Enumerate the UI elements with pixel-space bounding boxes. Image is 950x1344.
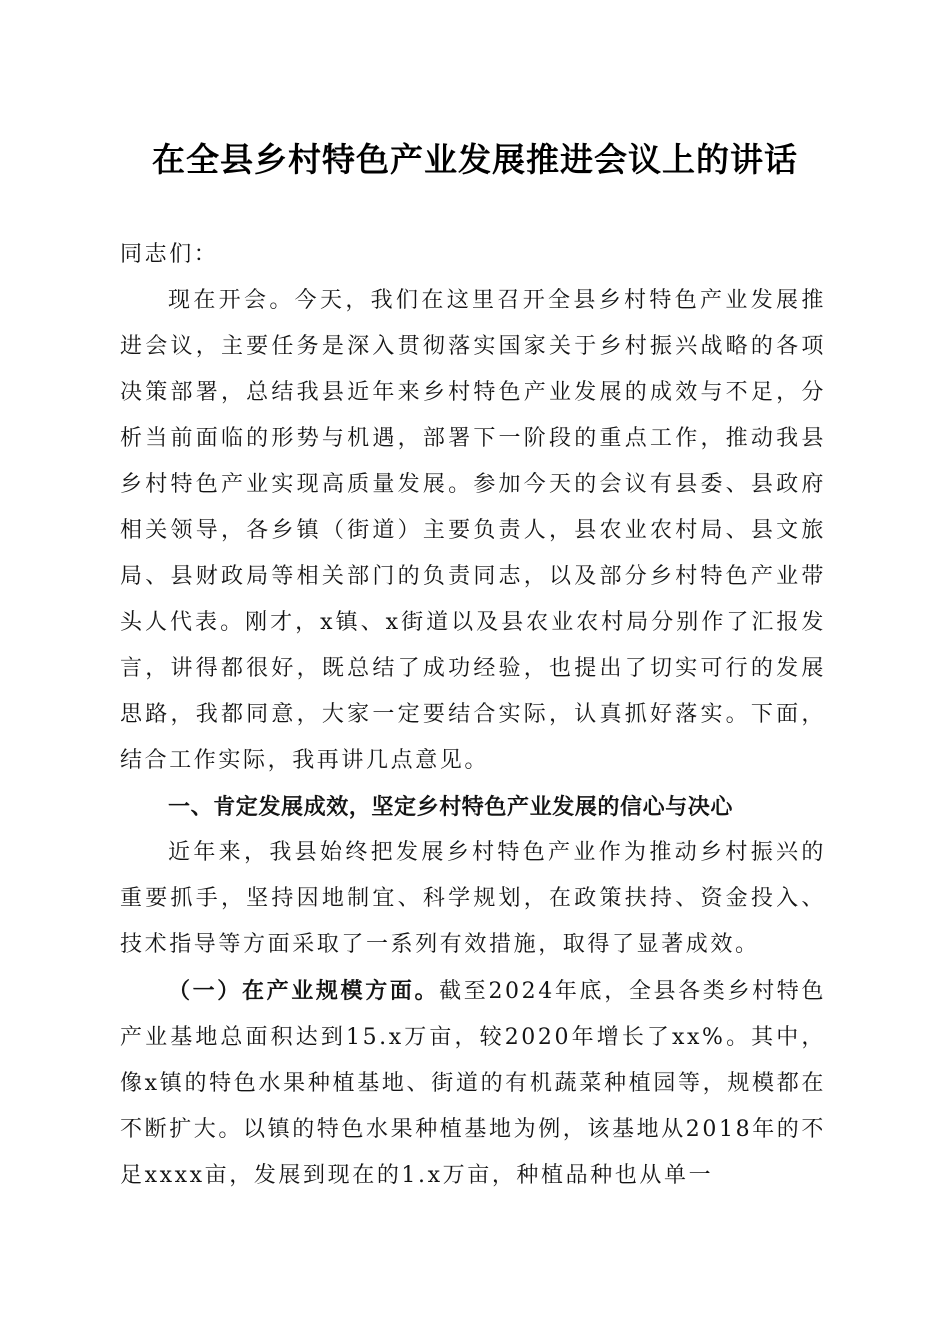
salutation: 同志们： — [120, 242, 219, 267]
section-heading-1: 一、肯定发展成效，坚定乡村特色产业发展的信心与决心 — [168, 794, 734, 820]
opening-paragraph: 现在开会。今天，我们在这里召开全县乡村特色产业发展推进会议，主要任务是深入贯彻落实国家关于乡村振兴战略的各项决策部署，总结我县近年来乡村特色产业发展的成效与不足，分析当前面临的形势与机遇，部署下一阶段的重点工作，推动我县乡村特色产业实现高质量发展。参加今天的会议有县委、县政府相关领导，各乡镇（街道）主要负责人，县农业农村局、县文旅局、县财政局等相关部门的负责同志，以及部分乡村特色产业带头人代表。刚才，x镇、x街道以及县农业农村局分别作了汇报发言，讲得都很好，既总结了成功经验，也提出了切实可行的发展思路，我都同意，大家一定要结合实际，认真抓好落实。下面，结合工作实际，我再讲几点意见。 — [120, 288, 826, 773]
document-title: 在全县乡村特色产业发展推进会议上的讲话 — [152, 140, 798, 179]
document-body — [120, 232, 826, 1199]
section-1-intro: 近年来，我县始终把发展乡村特色产业作为推动乡村振兴的重要抓手，坚持因地制宜、科学规划，在政策扶持、资金投入、技术指导等方面采取了一系列有效措施，取得了显著成效。 — [120, 840, 826, 957]
section-1-item-1 — [120, 968, 826, 1199]
item-1-heading: （一）在产业规模方面。 — [168, 978, 440, 1004]
item-1-text: 截至2024年底，全县各类乡村特色产业基地总面积达到15.x万亩，较2020年增长了xx%。其中，像x镇的特色水果种植基地、街道的有机蔬菜种植园等，规模都在不断扩大。以镇的特色水果种植基地为例，该基地从2018年的不足xxxx亩，发展到现在的1.x万亩，种植品种也从单一 — [120, 979, 826, 1188]
